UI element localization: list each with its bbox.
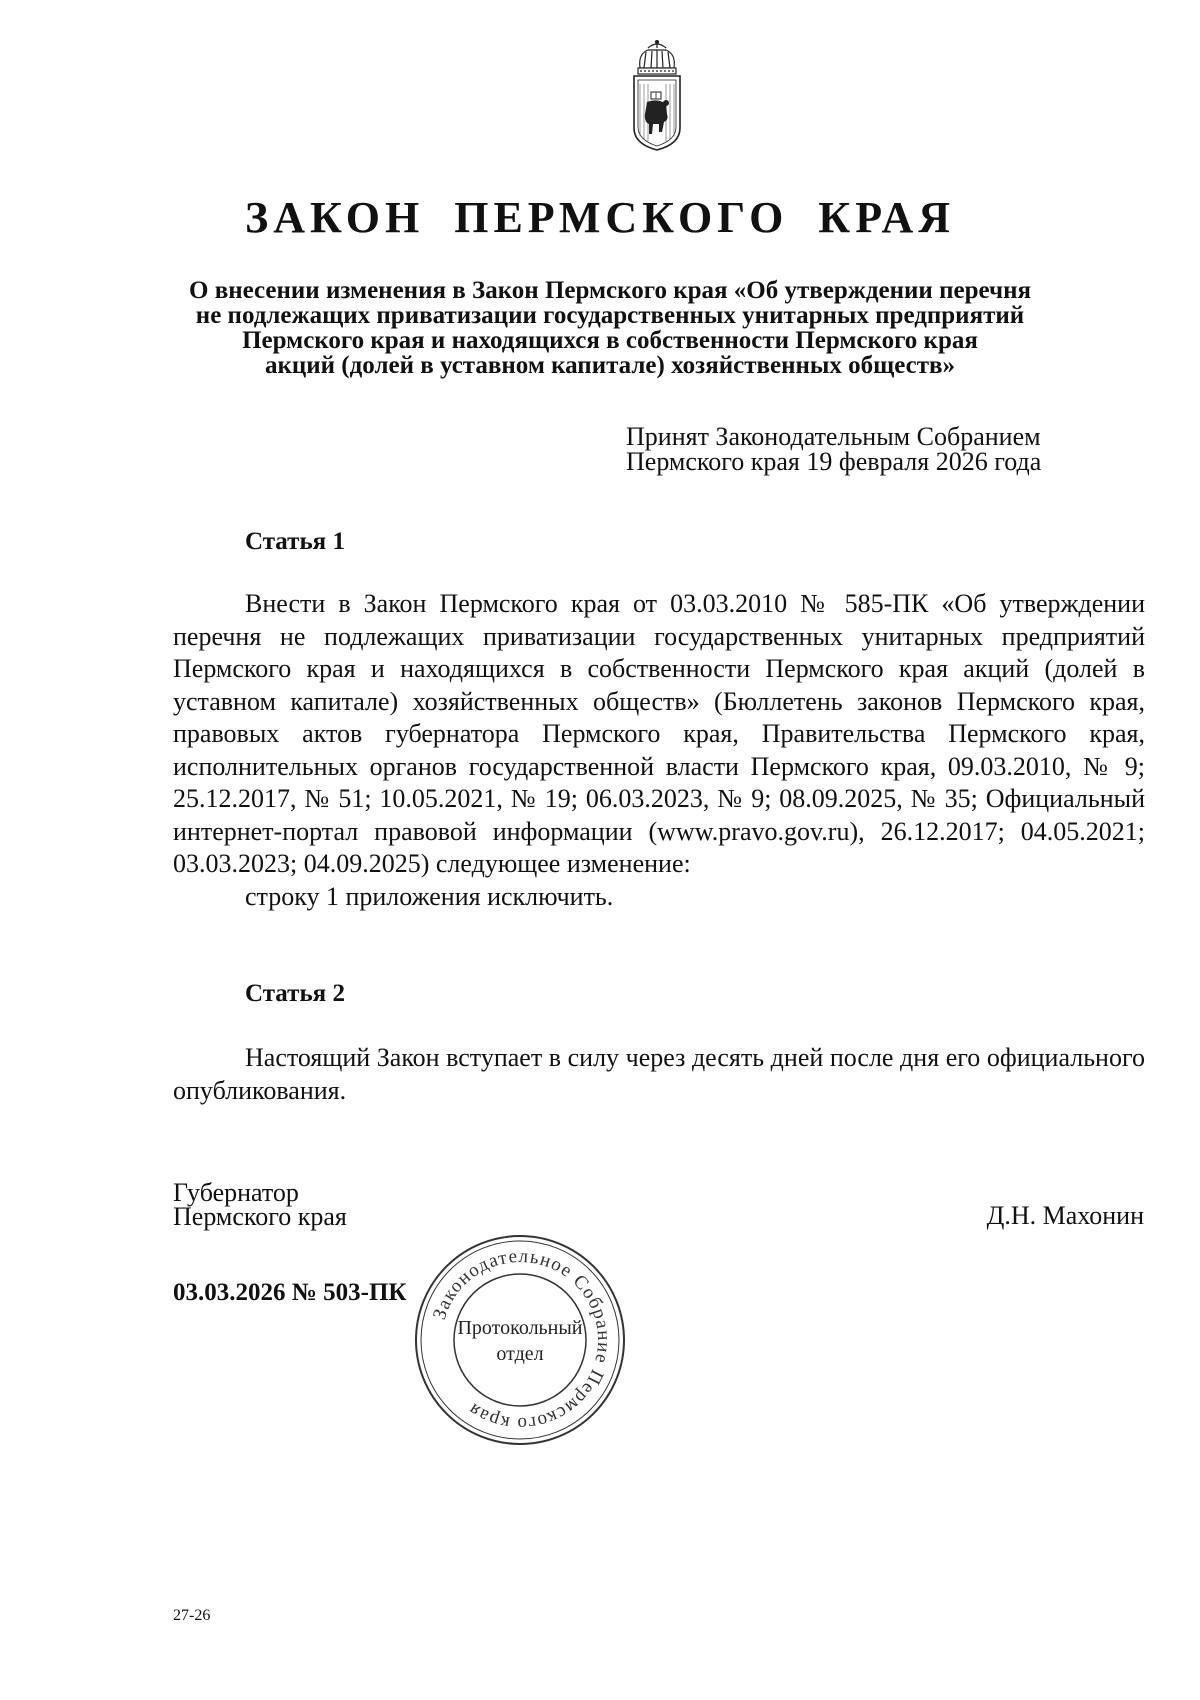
adoption-note xyxy=(626,424,1041,474)
document-code: 27-26 xyxy=(173,1607,211,1624)
stamp-center-line: отдел xyxy=(496,1343,544,1365)
article-1-item: строку 1 приложения исключить. xyxy=(245,881,614,911)
signer-title-line: Пермского края xyxy=(173,1202,347,1231)
signer-title xyxy=(173,1178,347,1231)
subtitle-line: Пермского края и находящихся в собственности Пермского края xyxy=(242,327,978,354)
subtitle-line: О внесении изменения в Закон Пермского края «Об утверждении перечня xyxy=(189,277,1031,304)
perm-krai-coat-of-arms-icon xyxy=(628,40,686,152)
law-subtitle xyxy=(170,278,1050,378)
article-2-body xyxy=(173,1042,1145,1107)
article-1-paragraph: Внести в Закон Пермского края от 03.03.2010 № 585-ПК «Об утверждении перечня не подлежащих приватизации государственных унитарных предприятий Пермского края и находящихся в собственности Пермского края акций (долей в уставном капитале) хозяйственных обществ» (Бюллетень законов Пермского края, правовых актов губернатора Пермского края, Правительства Пермского края, исполнительных органов государственной власти Пермского края, 09.03.2010, № 9; 25.12.2017, № 51; 10.05.2021, № 19; 06.03.2023, № 9; 08.09.2025, № 35; Официальный интернет-портал правовой информации (www.pravo.gov.ru), 26.12.2017; 04.05.2021; 03.03.2023; 04.09.2025) следующее изменение: xyxy=(173,589,1145,878)
law-title: ЗАКОН ПЕРМСКОГО КРАЯ xyxy=(244,193,956,242)
law-number: 03.03.2026 № 503-ПК xyxy=(173,1279,407,1306)
signer-title-line: Губернатор xyxy=(173,1178,299,1207)
stamp-ring-path: Законодательное Собрание Пермского края xyxy=(429,1245,615,1435)
article-2-heading: Статья 2 xyxy=(245,980,345,1007)
adoption-line: Принят Законодательным Собранием xyxy=(626,422,1041,451)
official-stamp xyxy=(410,1230,630,1450)
subtitle-line: не подлежащих приватизации государственных унитарных предприятий xyxy=(195,302,1025,329)
signer-name: Д.Н. Махонин xyxy=(986,1201,1144,1230)
article-1-body xyxy=(173,588,1145,913)
stamp-center-line: Протокольный xyxy=(457,1317,583,1339)
subtitle-line: акций (долей в уставном капитале) хозяйственных обществ» xyxy=(264,352,956,379)
article-1-heading: Статья 1 xyxy=(245,528,345,555)
adoption-line: Пермского края 19 февраля 2026 года xyxy=(626,447,1042,476)
article-2-paragraph: Настоящий Закон вступает в силу через десять дней после дня его официального опубликования. xyxy=(173,1043,1145,1105)
